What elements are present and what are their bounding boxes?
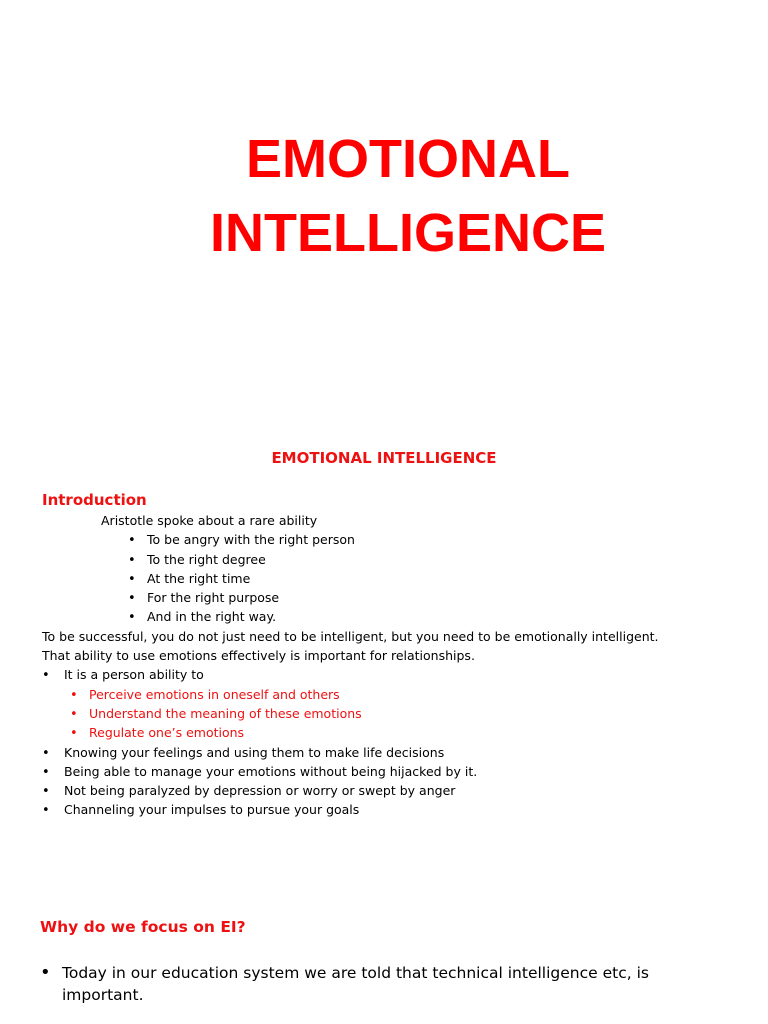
bullet-icon: • (42, 668, 50, 684)
list-item (0, 743, 768, 762)
list-item (0, 704, 768, 723)
bullet-icon: • (42, 764, 50, 780)
list-item-text: To be angry with the right person (147, 532, 355, 548)
bullet-icon: • (70, 726, 78, 742)
list-item (0, 781, 768, 800)
list-item (40, 962, 680, 1006)
slide-title (0, 122, 768, 270)
bullet-icon: • (70, 687, 78, 703)
list-item-text: Not being paralyzed by depression or worry or swept by anger (64, 783, 456, 799)
bullet-icon: • (70, 706, 78, 722)
bullet-icon: • (128, 552, 136, 568)
list-item (0, 723, 768, 742)
list-item (0, 665, 768, 684)
list-item (0, 607, 768, 626)
title-line-1: EMOTIONAL (246, 129, 570, 189)
bullet-icon: • (40, 962, 51, 983)
list-item (0, 685, 768, 704)
bullet-icon: • (128, 533, 136, 549)
list-item-text: And in the right way. (147, 609, 277, 625)
list-item-text: Regulate one’s emotions (89, 725, 245, 741)
bullet-icon: • (42, 745, 50, 761)
section-heading: EMOTIONAL INTELLIGENCE (271, 449, 497, 467)
list-item (0, 762, 768, 781)
list-item-text: Channeling your impulses to pursue your goals (64, 802, 360, 818)
paragraph-relationships: That ability to use emotions effectively is important for relationships. (42, 648, 475, 664)
why-heading: Why do we focus on EI? (40, 918, 246, 936)
list-item (0, 550, 768, 569)
bullet-icon: • (42, 803, 50, 819)
list-item-text: At the right time (147, 570, 251, 586)
list-item-text: Being able to manage your emotions without being hijacked by it. (64, 763, 478, 779)
list-item (0, 530, 768, 549)
list-item (0, 800, 768, 819)
bullet-icon: • (42, 784, 50, 800)
list-item-text: Perceive emotions in oneself and others (89, 686, 340, 702)
bullet-icon: • (128, 610, 136, 626)
title-line-2: INTELLIGENCE (209, 203, 606, 263)
list-item-text: Today in our education system we are told that technical intelligence etc, is important. (62, 964, 649, 1004)
list-item (0, 569, 768, 588)
list-item-text: It is a person ability to (64, 667, 204, 683)
bullet-icon: • (128, 591, 136, 607)
paragraph-success: To be successful, you do not just need to be intelligent, but you need to be emotionally intelligent. (42, 628, 659, 644)
list-item-text: For the right purpose (147, 590, 280, 606)
list-item-text: To the right degree (147, 551, 266, 567)
introduction-heading: Introduction (42, 491, 147, 509)
list-item-text: Knowing your feelings and using them to make life decisions (64, 744, 445, 760)
introduction-body (0, 511, 768, 820)
list-item (0, 588, 768, 607)
aristotle-line: Aristotle spoke about a rare ability (101, 513, 318, 528)
bullet-icon: • (128, 571, 136, 587)
list-item-text: Understand the meaning of these emotions (89, 705, 362, 721)
